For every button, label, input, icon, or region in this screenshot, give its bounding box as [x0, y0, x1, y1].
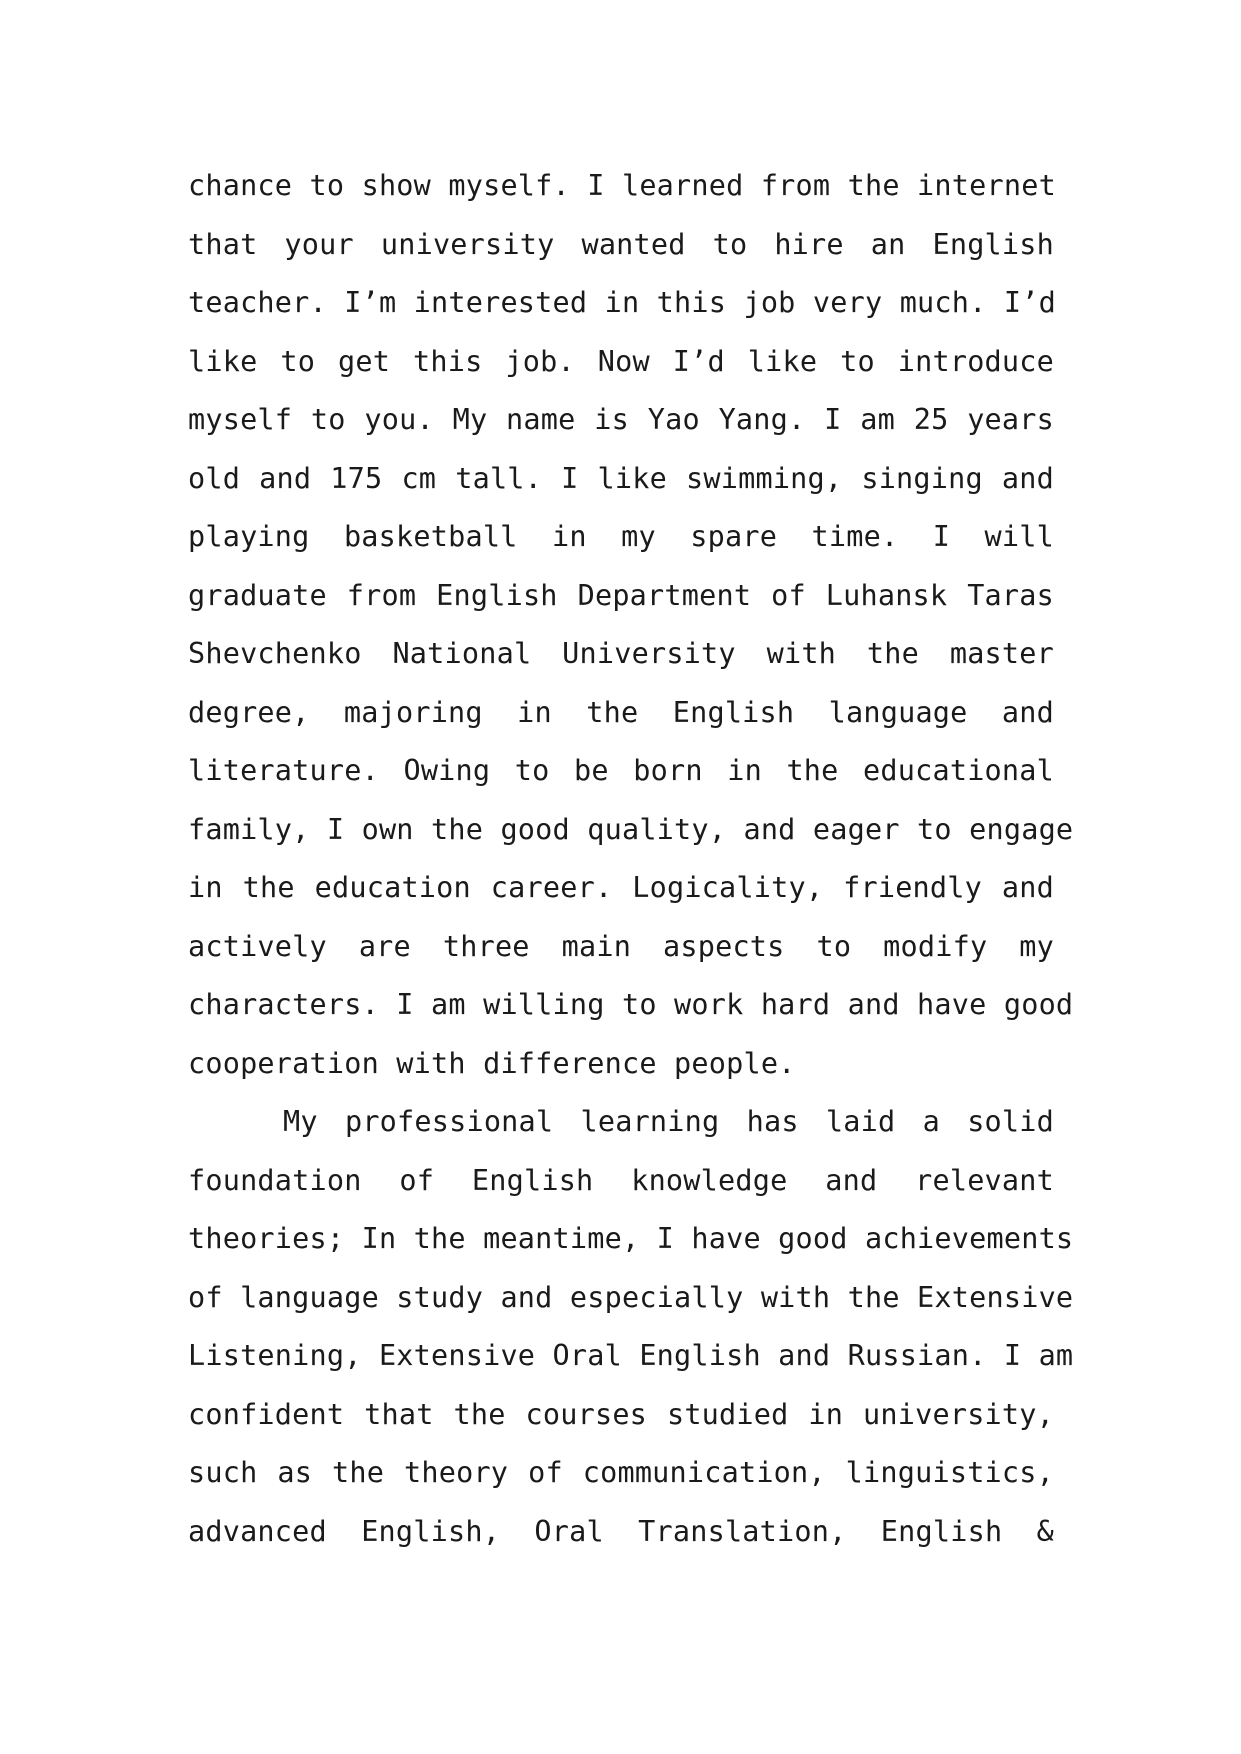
text-line: Shevchenko National University with the master [188, 637, 1054, 670]
text-line: foundation of English knowledge and relevant [188, 1163, 1054, 1197]
text-line: family, I own the good quality, and eager to engage [188, 812, 1074, 846]
text-line: My professional learning has laid a solid [283, 1105, 1054, 1138]
body-text [188, 157, 1074, 1561]
text-line: such as the theory of communication, linguistics, [188, 1456, 1054, 1489]
text-line: that your university wanted to hire an English [188, 227, 1054, 261]
text-line: literature. Owing to be born in the educational [188, 754, 1054, 787]
text-line: confident that the courses studied in university, [188, 1397, 1054, 1431]
text-line: teacher. I’m interested in this job very much. I’d [188, 286, 1056, 319]
text-line: myself to you. My name is Yao Yang. I am 25 years [188, 403, 1054, 436]
text-line: advanced English, Oral Translation, English & [188, 1514, 1054, 1548]
text-line: of language study and especially with the Extensive [188, 1280, 1074, 1314]
text-line: actively are three main aspects to modify my [188, 929, 1054, 963]
text-line: theories; In the meantime, I have good achievements [188, 1222, 1074, 1255]
text-line: degree, majoring in the English language and [188, 695, 1054, 729]
text-line: chance to show myself. I learned from the internet [188, 169, 1056, 202]
text-line: playing basketball in my spare time. I will [188, 520, 1054, 553]
text-line: Listening, Extensive Oral English and Russian. I am [188, 1339, 1074, 1372]
text-line: characters. I am willing to work hard and have good [188, 988, 1074, 1021]
text-line: cooperation with difference people. [188, 1046, 796, 1080]
text-line: old and 175 cm tall. I like swimming, singing and [188, 461, 1054, 495]
text-line: in the education career. Logicality, friendly and [188, 871, 1054, 904]
text-line: like to get this job. Now I’d like to introduce [188, 344, 1054, 378]
text-line: graduate from English Department of Luhansk Taras [188, 578, 1054, 612]
